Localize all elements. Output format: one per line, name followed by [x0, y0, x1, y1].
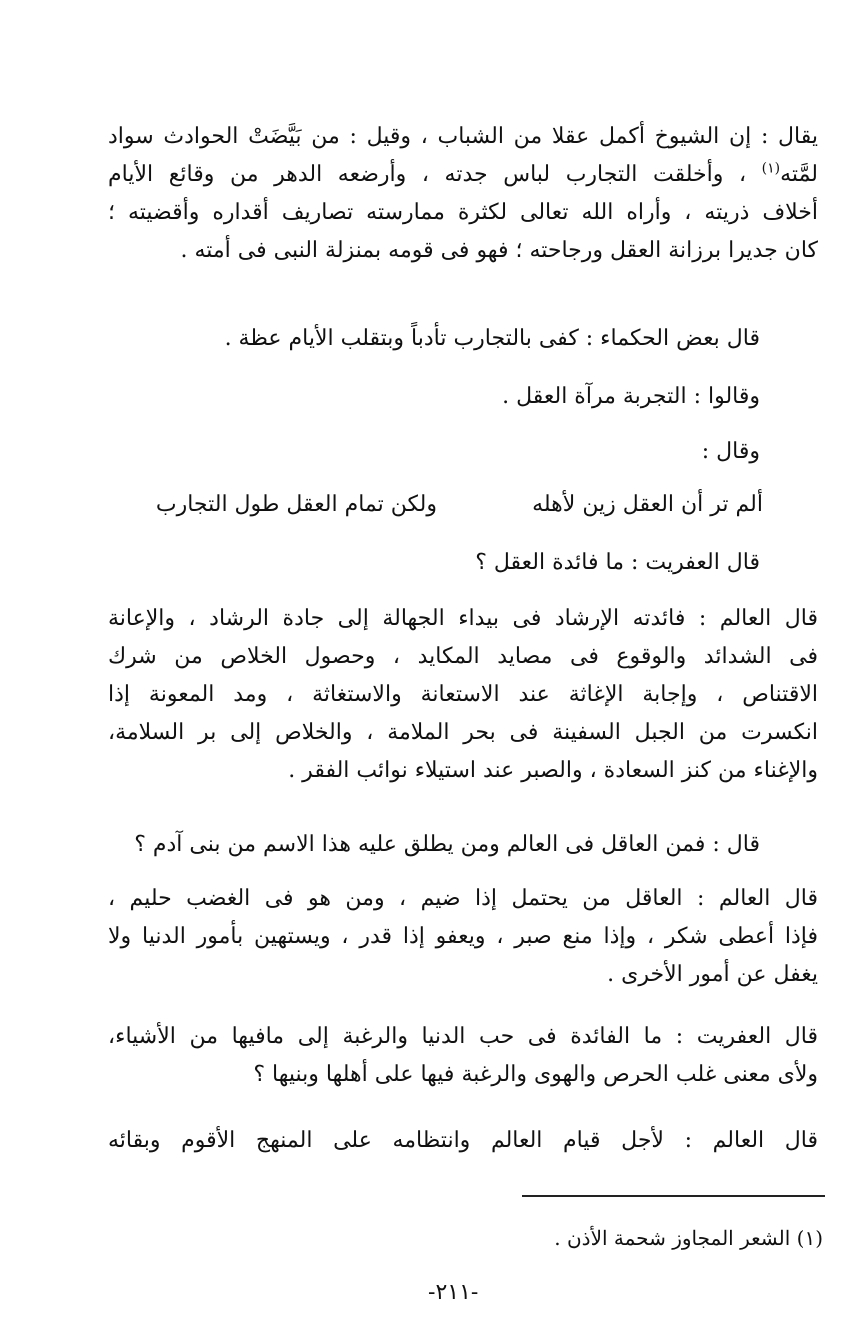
footnote-anchor-word: لمَّته [780, 162, 818, 187]
paragraph-8-line-1: قال العالم : العاقل من يحتمل إذا ضيم ، ومن هو فى الغضب حليم ، [108, 886, 818, 911]
footnote-separator [522, 1195, 825, 1197]
verse-second-hemistich: ولكن تمام العقل طول التجارب [155, 492, 437, 517]
paragraph-6-line-4: انكسرت من الجبل السفينة فى بحر الملامة ، والخلاص إلى بر السلامة، [108, 720, 818, 745]
paragraph-3: وقالوا : التجربة مرآة العقل . [502, 384, 760, 409]
paragraph-1-line-4: كان جديرا برزانة العقل ورجاحته ؛ فهو فى قومه بمنزلة النبى فى أمته . [180, 238, 818, 263]
paragraph-1-line-2-rest: ، وأخلقت التجارب لباس جدته ، وأرضعه الدهر من وقائع الأيام [108, 162, 762, 187]
paragraph-7: قال : فمن العاقل فى العالم ومن يطلق عليه هذا الاسم من بنى آدم ؟ [134, 832, 760, 857]
paragraph-2: قال بعض الحكماء : كفى بالتجارب تأدباً وبتقلب الأيام عظة . [224, 326, 760, 351]
paragraph-8 [108, 880, 818, 994]
paragraph-9-line-1: قال العفريت : ما الفائدة فى حب الدنيا والرغبة إلى مافيها من الأشياء، [108, 1024, 818, 1049]
verse-first-hemistich: ألم تر أن العقل زين لأهله [532, 492, 763, 517]
footnote-marker: (١) [761, 160, 781, 177]
paragraph-8-line-3: يغفل عن أمور الأخرى . [607, 962, 818, 987]
paragraph-5: قال العفريت : ما فائدة العقل ؟ [475, 550, 760, 575]
paragraph-1-line-1: يقال : إن الشيوخ أكمل عقلا من الشباب ، وقيل : من بَيَّضَتْ الحوادث سواد [108, 124, 818, 149]
paragraph-9-line-2: ولأى معنى غلب الحرص والهوى والرغبة فيها على أهلها وبنيها ؟ [253, 1062, 818, 1087]
paragraph-10 [108, 1122, 818, 1160]
page-number: -٢١١- [428, 1280, 479, 1305]
paragraph-1-line-2 [108, 156, 818, 194]
paragraph-6-line-5: والإغناء من كنز السعادة ، والصبر عند استيلاء نوائب الفقر . [288, 758, 818, 783]
paragraph-8-line-2: فإذا أعطى شكر ، وإذا منع صبر ، ويعفو إذا قدر ، ويستهين بأمور الدنيا ولا [108, 924, 819, 949]
paragraph-6-line-2: فى الشدائد والوقوع فى مصايد المكايد ، وحصول الخلاص من شرك [108, 644, 818, 669]
paragraph-1-line-3: أخلاف ذريته ، وأراه الله تعالى لكثرة ممارسته تصاريف أقداره وأقضيته ؛ [108, 200, 818, 225]
paragraph-6-line-1: قال العالم : فائدته الإرشاد فى بيداء الجهالة إلى جادة الرشاد ، والإعانة [108, 606, 818, 631]
footnote: (١) الشعر المجاوز شحمة الأذن . [554, 1226, 823, 1250]
paragraph-10-line-1: قال العالم : لأجل قيام العالم وانتظامه على المنهج الأقوم وبقائه [108, 1128, 818, 1153]
paragraph-9 [108, 1018, 818, 1094]
paragraph-6-line-3: الاقتناص ، وإجابة الإغاثة عند الاستعانة والاستغاثة ، ومد المعونة إذا [108, 682, 818, 707]
paragraph-6 [108, 600, 818, 790]
paragraph-4: وقال : [701, 439, 760, 464]
paragraph-1 [108, 118, 818, 270]
